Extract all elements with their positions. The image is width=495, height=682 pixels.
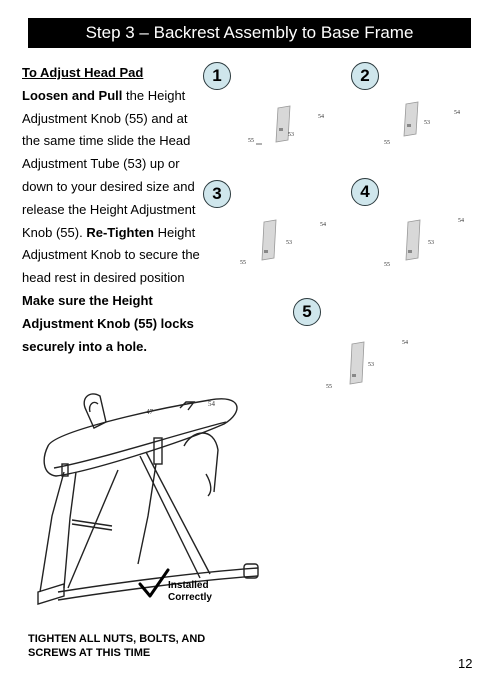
step-3-label-53: 53: [286, 240, 292, 246]
instructions-text: [22, 62, 202, 358]
step-3-number: 3: [212, 184, 222, 203]
step-5-tube-diagram: [316, 334, 416, 396]
installed-line-1: Installed: [168, 580, 209, 591]
step-3-tube-diagram: [236, 212, 336, 272]
step-5-label-55: 55: [326, 384, 332, 390]
step-1-label-55: 55: [248, 138, 254, 144]
step-2-number: 2: [360, 66, 370, 85]
step-3-label-55: 55: [240, 260, 246, 266]
step-2-tube-diagram: [380, 96, 480, 151]
step-5-badge: [293, 298, 321, 326]
page-number: 12: [458, 656, 473, 671]
step-1-number: 1: [212, 66, 222, 85]
header-title: Step 3 – Backrest Assembly to Base Frame: [85, 23, 414, 42]
step-5-label-54: 54: [402, 340, 408, 346]
instructions-paragraph-1: [22, 85, 202, 290]
step-4-label-54: 54: [458, 218, 464, 224]
step-2-label-53: 53: [424, 120, 430, 126]
step-5-label-53: 53: [368, 362, 374, 368]
frame-label-47: 47: [146, 408, 153, 416]
tighten-line-2: SCREWS AT THIS TIME: [28, 646, 151, 659]
installed-line-2: Correctly: [168, 592, 212, 603]
instr-text-2: Height Adjustment Knob to secure the head rest in desired position: [22, 224, 200, 286]
step-2-label-54: 54: [454, 110, 460, 116]
step-2-label-55: 55: [384, 140, 390, 146]
step-1-tube-diagram: [240, 100, 340, 155]
step-4-badge: [351, 178, 379, 206]
instr-text-1: the Height Adjustment Knob (55) and at the same time slide the Head Adjustment Tube (53) up or down to your desired size and release the Height Adjustment Knob (55).: [22, 87, 196, 240]
step-1-badge: [203, 62, 231, 90]
instructions-paragraph-2: Make sure the Height Adjustment Knob (55) locks securely into a hole.: [22, 292, 194, 354]
step-4-label-55: 55: [384, 262, 390, 268]
step-2-badge: [351, 62, 379, 90]
tighten-line-1: TIGHTEN ALL NUTS, BOLTS, AND: [28, 633, 206, 645]
step-4-label-53: 53: [428, 240, 434, 246]
step-3-label-54: 54: [320, 222, 326, 228]
instr-bold-loosen: Loosen and Pull: [22, 87, 123, 103]
step-4-tube-diagram: [380, 212, 480, 272]
instructions-title: To Adjust Head Pad: [22, 65, 144, 80]
step-1-label-54: 54: [318, 114, 324, 120]
tighten-notice: [28, 633, 205, 660]
step-3-badge: [203, 180, 231, 208]
page-header: [28, 18, 471, 48]
checkmark-icon: [140, 570, 168, 596]
step-1-label-53: 53: [288, 132, 294, 138]
installed-correctly-caption: [168, 580, 212, 604]
inversion-table-frame-illustration: [28, 388, 273, 623]
step-5-number: 5: [302, 302, 312, 321]
frame-label-54: 54: [208, 400, 215, 408]
step-4-number: 4: [360, 182, 370, 201]
instr-bold-retighten: Re-Tighten: [86, 224, 154, 240]
